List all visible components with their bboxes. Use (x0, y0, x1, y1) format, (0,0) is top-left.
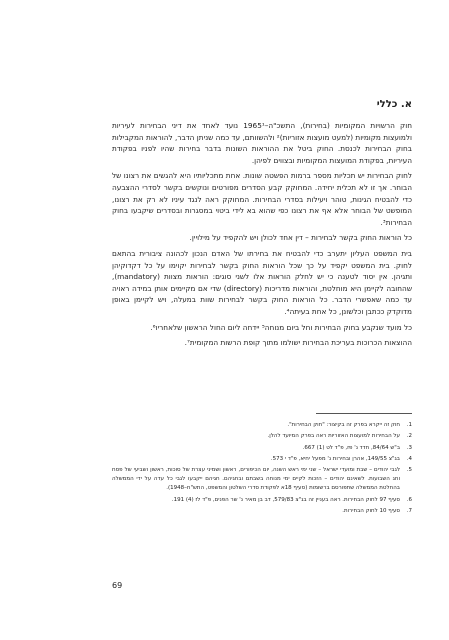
paragraph: כל הוראות החוק בקשר לבחירות – דין אחד לכולן ויש להקפיד על מילויין. (189, 233, 412, 243)
footnote-text: לגבי יהודים – שבת ומועדי ישראל – שני ימי ראש השנה, יום הכיפורים, ראשון ושמיני עצרת של סוכות, ראשון ושביעי של פסח וחג השבועות. לשאינם יהודים – הזכות לקיים ימי מנוחה בשבתם ובחגיהם. חגיהם ייקבעו לגבי כל עדה על ידי הממשלה בהחלטת הממשלה שתפורסם ברשומות (סעיף 18א לפקודת סדרי השלטון והמשפט, התש"ח–1948). (112, 467, 400, 492)
footnote-text: בג"צ 149/55, אהרן ובחירות נ' מפעל יחיא, פ"ד י 573. (270, 455, 400, 462)
footnote (112, 496, 412, 505)
footnote (112, 507, 412, 516)
footnote-divider (316, 413, 412, 414)
footnote-number: 7. (406, 507, 412, 514)
paragraph: כל מועד שנקבע בחוק הבחירות וחל ביום מנוחה⁵ יידחה ליום החול הראשון שלאחריו⁶. (150, 322, 412, 332)
paragraph: לחוק הבחירות יש תכליות מספר ברמות הפשטה שונות. אחת מתכליותיו היא להגשים את רצונו של הבוחר. אך זו לא תכלית יחידה. המחוקק קבע הסדרים מפורטים ונוקשים בקשר לסדרי ההצבעה כדי להבטיח הגינות, טוהר ויעילות בסדרי הבחירות. המחוקק ראה לנגד עיניו לא רק את רצונו, המופשט של הבוחר אלא אף את רצונו כפי שהוא בא לידי ביטוי במסגרות ובסדרים שיקבעו בחוק הבחירות³. (112, 171, 412, 227)
paragraph: בית המשפט העליון יתערב כדי להבטיח את בחירתו של האדם הנכון לכהונה ציבורית בהתאם לחוק. בית המשפט יקפיד על כך שכל הוראות החוק בקשר לבחירות יקוימו על כל דקדוקיהן ותגיהן. אין יסוד לטענה כי יש לחלק הוראות אלו לשני סוגים: הוראות מצוות (mandatory), שהחובה לקיימן היא מוחלטת, והוראות מדריכות (directory) שדי אם מקיימים אותן במידה ראויה עד כמה שאפשרי הדבר. כל הוראות החוק בקשר לבחירות שוות במעלה, ויש לקיימן באופן מדוקדק ככתבן וכלשונן, כל אחת בעיתה⁴. (112, 248, 412, 316)
footnote (112, 432, 412, 441)
section-title: א. כללי (376, 99, 412, 110)
footnote-text: סעיף 97 לחוק הבחירות. ראה בעניין זה בג"צ 579/83, דב בן מאיר נ' שר הפנים, פ"ד לז (4) 191. (171, 496, 400, 503)
footnote-text: סעיף 10 לחוק הבחירות. (342, 507, 400, 514)
paragraph: חוק הרשויות המקומיות (בחירות), התשכ"ה–1965¹ נועד לאחד את דיני הבחירות לעיריות ולמועצות מקומיות (למעט מועצות אזוריות)² ולהשוותם, עד כמה שניתן הדבר, להוראות המקבילות בחוק הבחירות לכנסת. החוק ביטל את ההוראות השונות בדבר בחירות שהיו לפניו בפקודת העיריות, בפקודת המועצות המקומיות ובצווים לפיהן. (112, 121, 412, 165)
footnote-number: 2. (406, 433, 412, 440)
footnote-number: 4. (406, 455, 412, 462)
page-number: 69 (112, 581, 123, 590)
footnote-text: ב"ש 84/64, חדד נ' פז, פ"ד לט (1) 667. (302, 444, 400, 451)
footnote (112, 466, 412, 493)
footnote (112, 444, 412, 453)
footnote (112, 455, 412, 464)
paragraph: ההוצאות הכרוכות בעריכת הבחירות ישולמו מתוך קופת הרשות המקומית⁷. (184, 338, 412, 348)
main-text (112, 98, 412, 353)
footnote-text: חוק זה ייקרא בפרק זה בקיצור: "חוק הבחירות". (287, 422, 400, 428)
footnote-number: 5. (406, 467, 412, 474)
footnote-text: על הבחירות למועצות האזוריות ראה בפרק המיועד להלן. (267, 433, 400, 440)
footnote-number: 3. (406, 444, 412, 451)
footnotes (112, 421, 412, 518)
footnote-number: 1. (406, 422, 412, 428)
footnote (112, 421, 412, 430)
footnote-number: 6. (406, 496, 412, 503)
